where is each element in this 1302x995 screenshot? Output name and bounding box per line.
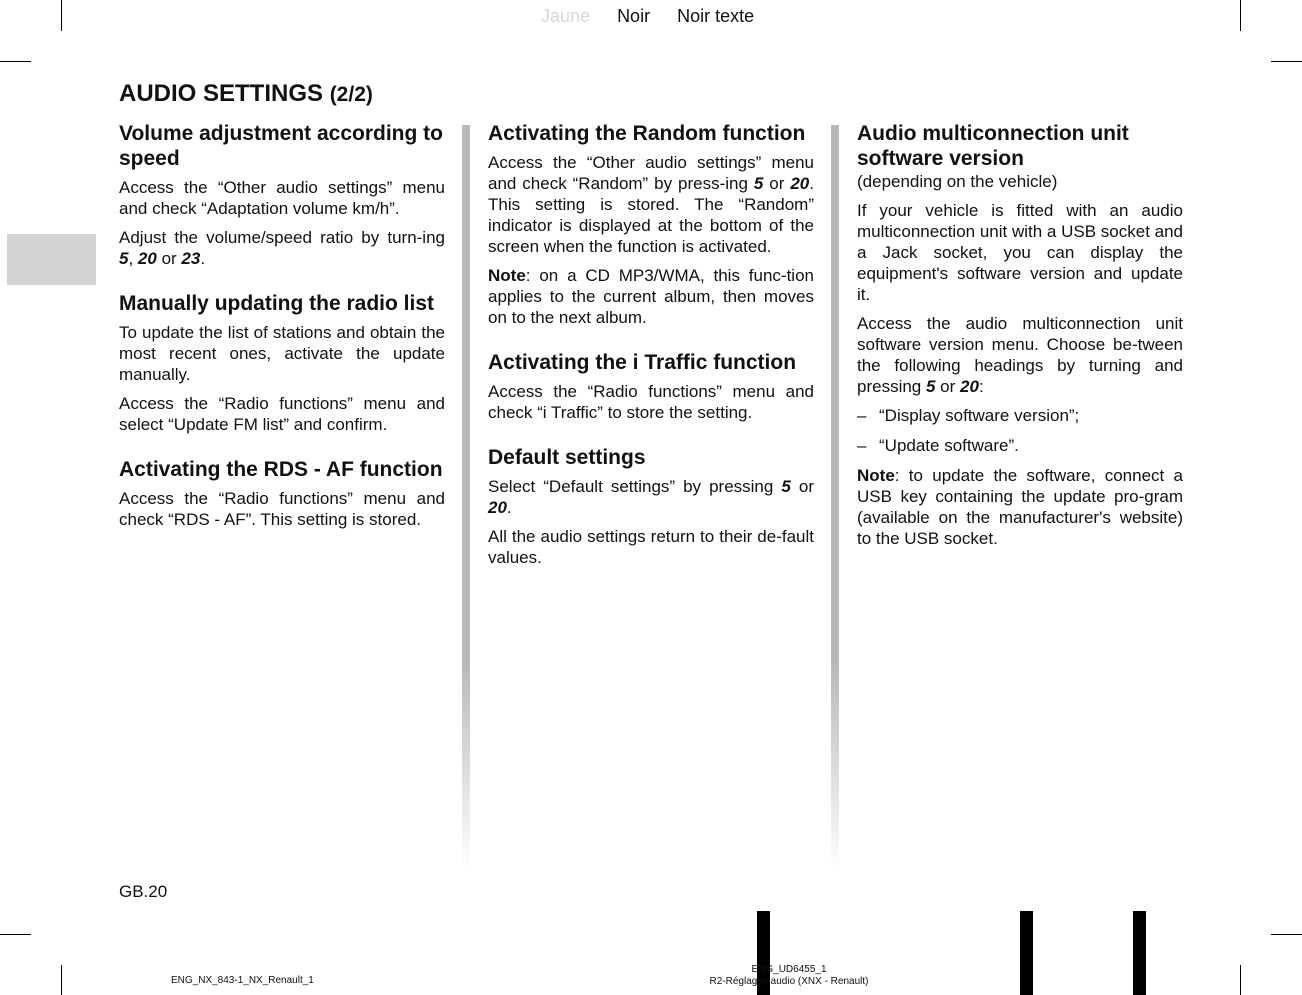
section-heading-default-settings: Default settings [488,446,646,469]
text: . [506,498,512,517]
note-paragraph [488,265,814,328]
column-right [857,121,1183,557]
page-title-part: (2/2) [329,83,373,106]
control-key-ref: 5 [925,377,936,396]
crop-mark [1240,0,1241,31]
note-label: Note [857,466,895,485]
paragraph: Access the “Radio functions” menu and select “Update FM list” and confirm. [119,394,445,434]
paragraph [488,152,814,257]
page-title [119,80,373,108]
control-key-ref: 5 [753,174,764,193]
page-title-main: AUDIO SETTINGS [119,80,324,107]
control-key-ref: 5 [781,477,791,496]
text: : on a CD MP3/WMA, this func-tion applies to the current album, then moves on to the next album. [488,266,814,327]
dash-bullet: – [857,406,867,425]
control-key-ref: 20 [790,174,810,193]
list-item-text: “Display software version”; [879,406,1080,425]
footer-doc-section: R2-Réglages audio (XNX - Renault) [709,976,869,987]
crop-mark [1271,934,1302,935]
control-key-ref: 20 [960,377,979,396]
control-key-ref: 5 [119,249,129,268]
text: : to update the software, connect a USB key containing the update pro-gram (available on the manufacturer's website) to the USB socket. [857,466,1183,548]
list-item-text: “Update software”. [879,436,1019,455]
footer-doc-code: ENG_UD6455_1 [751,964,827,975]
text: Select “Default settings” by pressing [488,477,782,496]
page-number: GB.20 [119,882,168,901]
color-label-noir: Noir [617,6,651,26]
color-label-noir-texte: Noir texte [677,6,755,26]
paragraph [119,227,445,269]
text: : [978,377,984,396]
color-label-jaune: Jaune [541,6,591,26]
vehicle-dependency-note: (depending on the vehicle) [857,172,1058,191]
control-key-ref: 20 [137,249,157,268]
control-key-ref: 20 [488,498,507,517]
text: . This setting is stored. The “Random” indicator is displayed at the bottom of the screen when the function is activated. [488,174,814,256]
paragraph: All the audio settings return to their de-fault values. [488,527,814,567]
column-divider [831,125,839,870]
paragraph: Access the “Radio functions” menu and check “i Traffic” to store the setting. [488,382,814,422]
section-heading-random: Activating the Random function [488,122,806,145]
crop-mark [61,0,62,31]
text: Adjust the volume/speed ratio by turn-ing [119,228,445,247]
text: , [128,249,138,268]
registration-bar [1133,911,1146,995]
paragraph [857,313,1183,397]
dash-bullet: – [857,436,867,455]
crop-mark [61,965,62,995]
list-item [857,435,1183,456]
paragraph: To update the list of stations and obtain the most recent ones, activate the update manually. [119,323,445,384]
section-heading-volume-speed: Volume adjustment according to speed [119,122,443,170]
text: Access the “Other audio settings” menu and check “Random” by press-ing [488,153,814,193]
footer-doc-id-left: ENG_NX_843-1_NX_Renault_1 [171,975,314,986]
section-heading-rds-af: Activating the RDS - AF function [119,458,443,481]
text: Access the audio multiconnection unit software version menu. Choose be-tween the following headings by turning and pressing [857,314,1183,396]
crop-mark [0,934,31,935]
paragraph [488,476,814,518]
crop-mark [0,61,31,62]
paragraph: Access the “Other audio settings” menu and check “Adaptation volume km/h”. [119,178,445,218]
text: or [156,249,182,268]
section-heading-software-version: Audio multiconnection unit software version [857,122,1129,170]
column-middle [488,121,814,576]
crop-mark [1271,61,1302,62]
footer-doc-id-center [706,964,872,988]
crop-mark [1240,965,1241,995]
section-heading-i-traffic: Activating the i Traffic function [488,351,797,374]
column-left [119,121,445,538]
control-key-ref: 23 [181,249,201,268]
text: or [763,174,791,193]
paragraph: If your vehicle is fitted with an audio multiconnection unit with a USB socket and a Jack socket, you can display the equipment's software version and update it. [857,201,1184,304]
paragraph: Access the “Radio functions” menu and check “RDS - AF”. This setting is stored. [119,489,445,529]
print-color-labels [541,6,776,27]
section-heading-radio-list: Manually updating the radio list [119,292,435,315]
text: or [935,377,961,396]
column-divider [462,125,470,870]
registration-bar [1020,911,1033,995]
note-paragraph [857,465,1183,549]
chapter-tab-marker [7,234,96,285]
note-label: Note [488,266,526,285]
list-item [857,405,1183,426]
text: or [790,477,814,496]
text: . [200,249,206,268]
